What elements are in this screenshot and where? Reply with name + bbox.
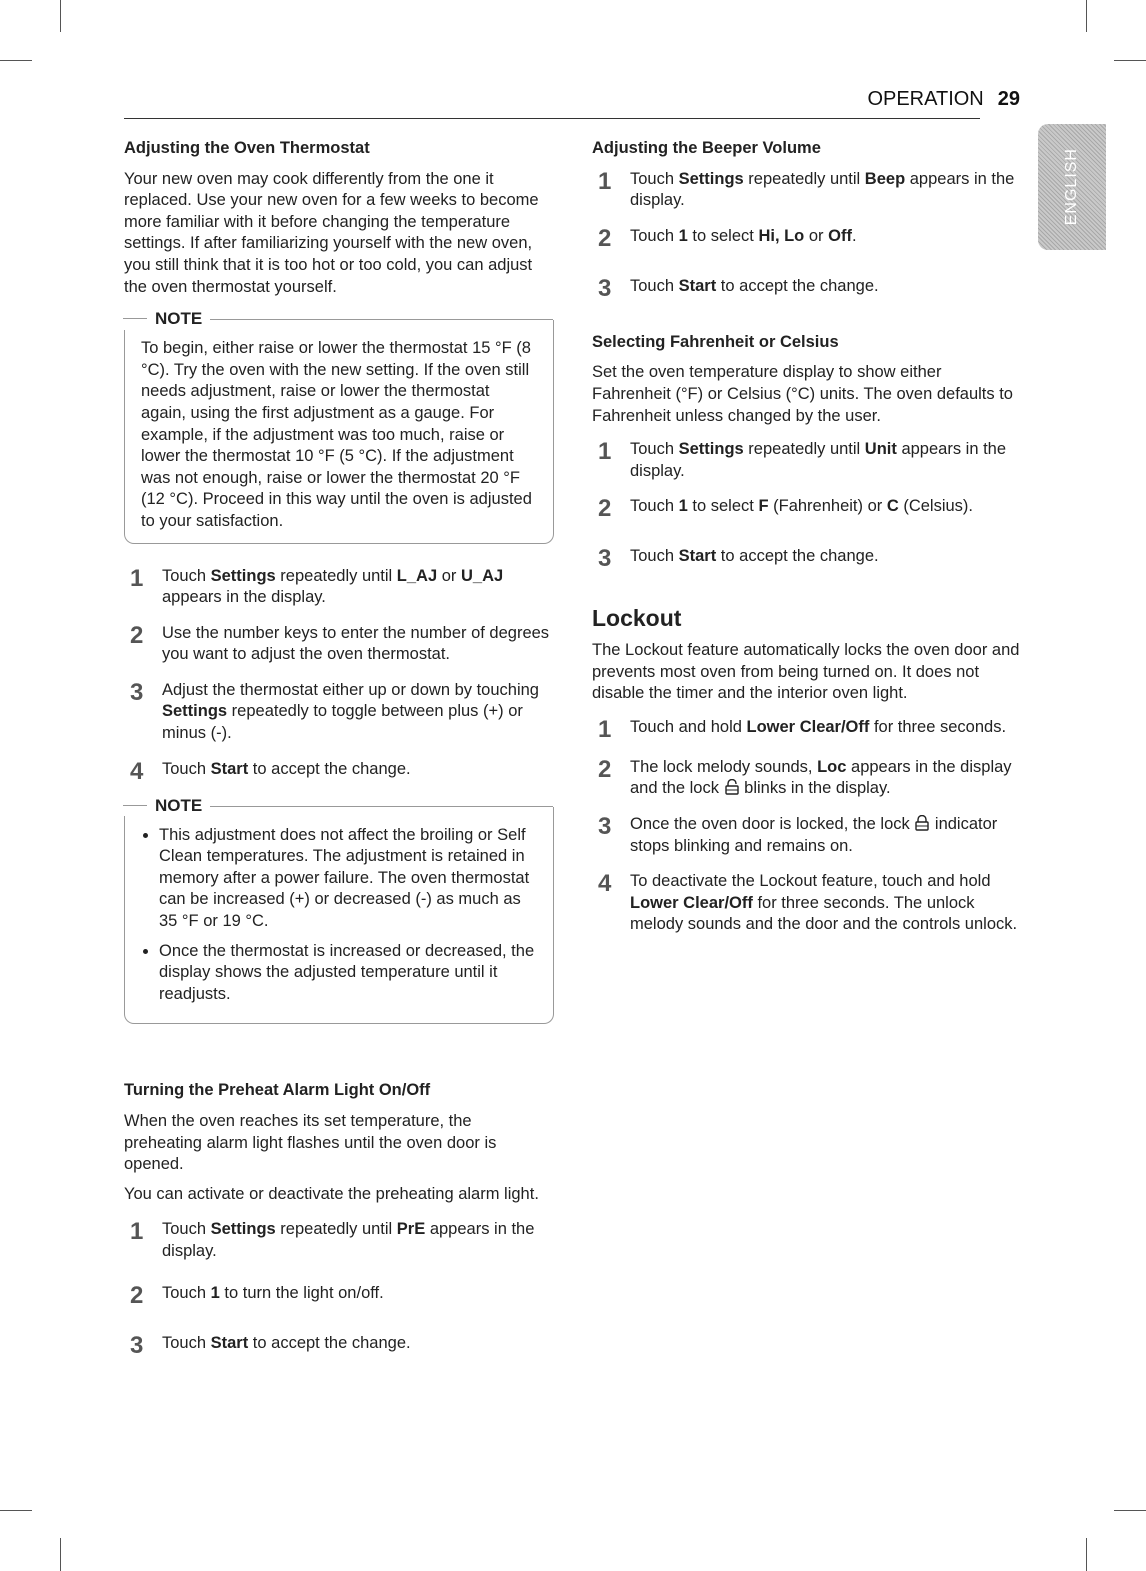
step — [592, 226, 1022, 252]
step-number: 3 — [598, 812, 612, 840]
language-tab-label: ENGLISH — [1063, 148, 1080, 226]
step-text: Adjust the thermostat either up or down by touching Settings repeatedly to toggle between plus (+) or minus (-). — [162, 680, 539, 743]
note-label: NOTE — [123, 795, 210, 817]
step-text: Touch Start to accept the change. — [162, 1333, 411, 1352]
step-text: Touch Settings repeatedly until PrE appears in the display. — [162, 1220, 535, 1260]
step-number: 1 — [598, 167, 612, 195]
step — [592, 871, 1022, 936]
page-header — [0, 88, 1020, 111]
crop-mark — [60, 1538, 61, 1571]
thermostat-title: Adjusting the Oven Thermostat — [124, 139, 370, 157]
crop-mark — [0, 60, 32, 61]
step — [592, 757, 1022, 800]
step-number: 4 — [598, 870, 612, 898]
crop-mark — [60, 0, 61, 32]
step-text: Touch 1 to select Hi, Lo or Off. — [630, 226, 857, 245]
step — [124, 1333, 554, 1359]
step-number: 3 — [598, 274, 612, 302]
step-number: 2 — [598, 755, 612, 783]
preheat-paragraph: When the oven reaches its set temperature, the preheating alarm light flashes until the oven door is opened. — [124, 1112, 497, 1174]
step — [592, 546, 1022, 572]
step-number: 2 — [598, 495, 612, 523]
step-text: To deactivate the Lockout feature, touch and hold Lower Clear/Off for three seconds. The unlock melody sounds and the door and the controls unlock. — [630, 872, 1018, 934]
units-intro: Set the oven temperature display to show either Fahrenheit (°F) or Celsius (°C) units. The oven defaults to Fahrenheit unless changed by the user. — [592, 363, 1013, 425]
step — [592, 439, 1022, 482]
step — [592, 814, 1022, 857]
step-text: Touch Settings repeatedly until L_AJ or U_AJ appears in the display. — [162, 566, 504, 607]
step — [592, 717, 1022, 743]
step — [124, 566, 554, 609]
crop-mark — [0, 1510, 32, 1511]
crop-mark — [1114, 60, 1146, 61]
thermostat-intro: Your new oven may cook differently from the one it replaced. Use your new oven for a few weeks to become more familiar with it before changing the temperature settings. If after familiarizing yourself with the new oven, you still think that it is too hot or too cold, you can adjust the oven thermostat yourself. — [124, 169, 539, 296]
language-tab — [1038, 124, 1106, 250]
step — [124, 680, 554, 745]
note-item: • This adjustment does not affect the broiling or Self Clean temperatures. The adjustment is retained in memory after a power failure. The oven thermostat can be increased (+) or decreased (-) as much as 35 °F or 19 °C. — [159, 825, 539, 933]
step-text: Touch Start to accept the change. — [162, 759, 411, 778]
page-number: 29 — [997, 88, 1020, 110]
step-number: 2 — [130, 621, 144, 649]
crop-mark — [1114, 1510, 1146, 1511]
step-number: 3 — [130, 1331, 144, 1359]
step-text: Touch Start to accept the change. — [630, 276, 879, 295]
step-number: 3 — [130, 678, 144, 706]
section-title: OPERATION — [867, 88, 984, 110]
lock-icon — [914, 815, 930, 831]
step — [592, 496, 1022, 522]
step-text: Touch 1 to select F (Fahrenheit) or C (Celsius). — [630, 497, 974, 516]
note-label: NOTE — [123, 308, 210, 330]
step-number: 2 — [130, 1281, 144, 1309]
preheat-paragraph: You can activate or deactivate the preheating alarm light. — [124, 1184, 539, 1203]
note-text: To begin, either raise or lower the thermostat 15 °F (8 °C). Try the oven with the new setting. If the oven still needs adjustment, raise or lower the thermostat again, using the first adjustment as a gauge. For example, if the adjustment was too much, raise or lower the thermostat 10 °F (5 °C). If the adjustment was not enough, raise or lower the thermostat 20 °F (12 °C). Proceed in this way until the oven is adjusted to your satisfaction. — [141, 339, 532, 530]
step — [592, 169, 1022, 212]
step-number: 1 — [598, 715, 612, 743]
step-text: Touch and hold Lower Clear/Off for three seconds. — [630, 717, 1007, 736]
step-number: 4 — [130, 757, 144, 785]
step — [592, 276, 1022, 302]
step-number: 1 — [130, 564, 144, 592]
spacer — [124, 1046, 554, 1080]
step-number: 2 — [598, 224, 612, 252]
step-text: Use the number keys to enter the number of degrees you want to adjust the oven thermostat. — [162, 623, 550, 664]
note-box — [124, 309, 554, 543]
crop-mark — [1086, 0, 1087, 32]
lockout-title: Lockout — [592, 605, 682, 632]
step-text: The lock melody sounds, Loc appears in the display and the lock blinks in the display. — [630, 757, 1012, 798]
step-number: 1 — [130, 1218, 144, 1246]
beeper-title: Adjusting the Beeper Volume — [592, 139, 821, 157]
step-text: Once the oven door is locked, the lock indicator stops blinking and remains on. — [630, 814, 998, 855]
step-text: Touch 1 to turn the light on/off. — [162, 1283, 384, 1302]
lock-icon — [724, 779, 740, 795]
step — [124, 1283, 554, 1309]
step — [124, 1219, 554, 1262]
lockout-intro: The Lockout feature automatically locks the oven door and prevents most oven from being turned on. It does not disable the timer and the interior oven light. — [592, 640, 1020, 703]
step-text: Touch Start to accept the change. — [630, 547, 879, 566]
header-rule — [124, 118, 980, 119]
step-text: Touch Settings repeatedly until Unit appears in the display. — [630, 440, 1007, 480]
step-text: Touch Settings repeatedly until Beep appears in the display. — [630, 169, 1015, 210]
right-column — [592, 138, 1022, 950]
step — [124, 759, 554, 785]
crop-mark — [1086, 1538, 1087, 1571]
step-number: 3 — [598, 545, 612, 573]
left-column — [124, 138, 554, 1373]
note-list — [141, 825, 539, 1006]
preheat-title: Turning the Preheat Alarm Light On/Off — [124, 1081, 431, 1100]
step-number: 1 — [598, 438, 612, 466]
note-box — [124, 795, 554, 1025]
step — [124, 623, 554, 666]
units-title: Selecting Fahrenheit or Celsius — [592, 332, 839, 351]
note-item: • Once the thermostat is increased or decreased, the display shows the adjusted temperature until it readjusts. — [159, 941, 539, 1006]
